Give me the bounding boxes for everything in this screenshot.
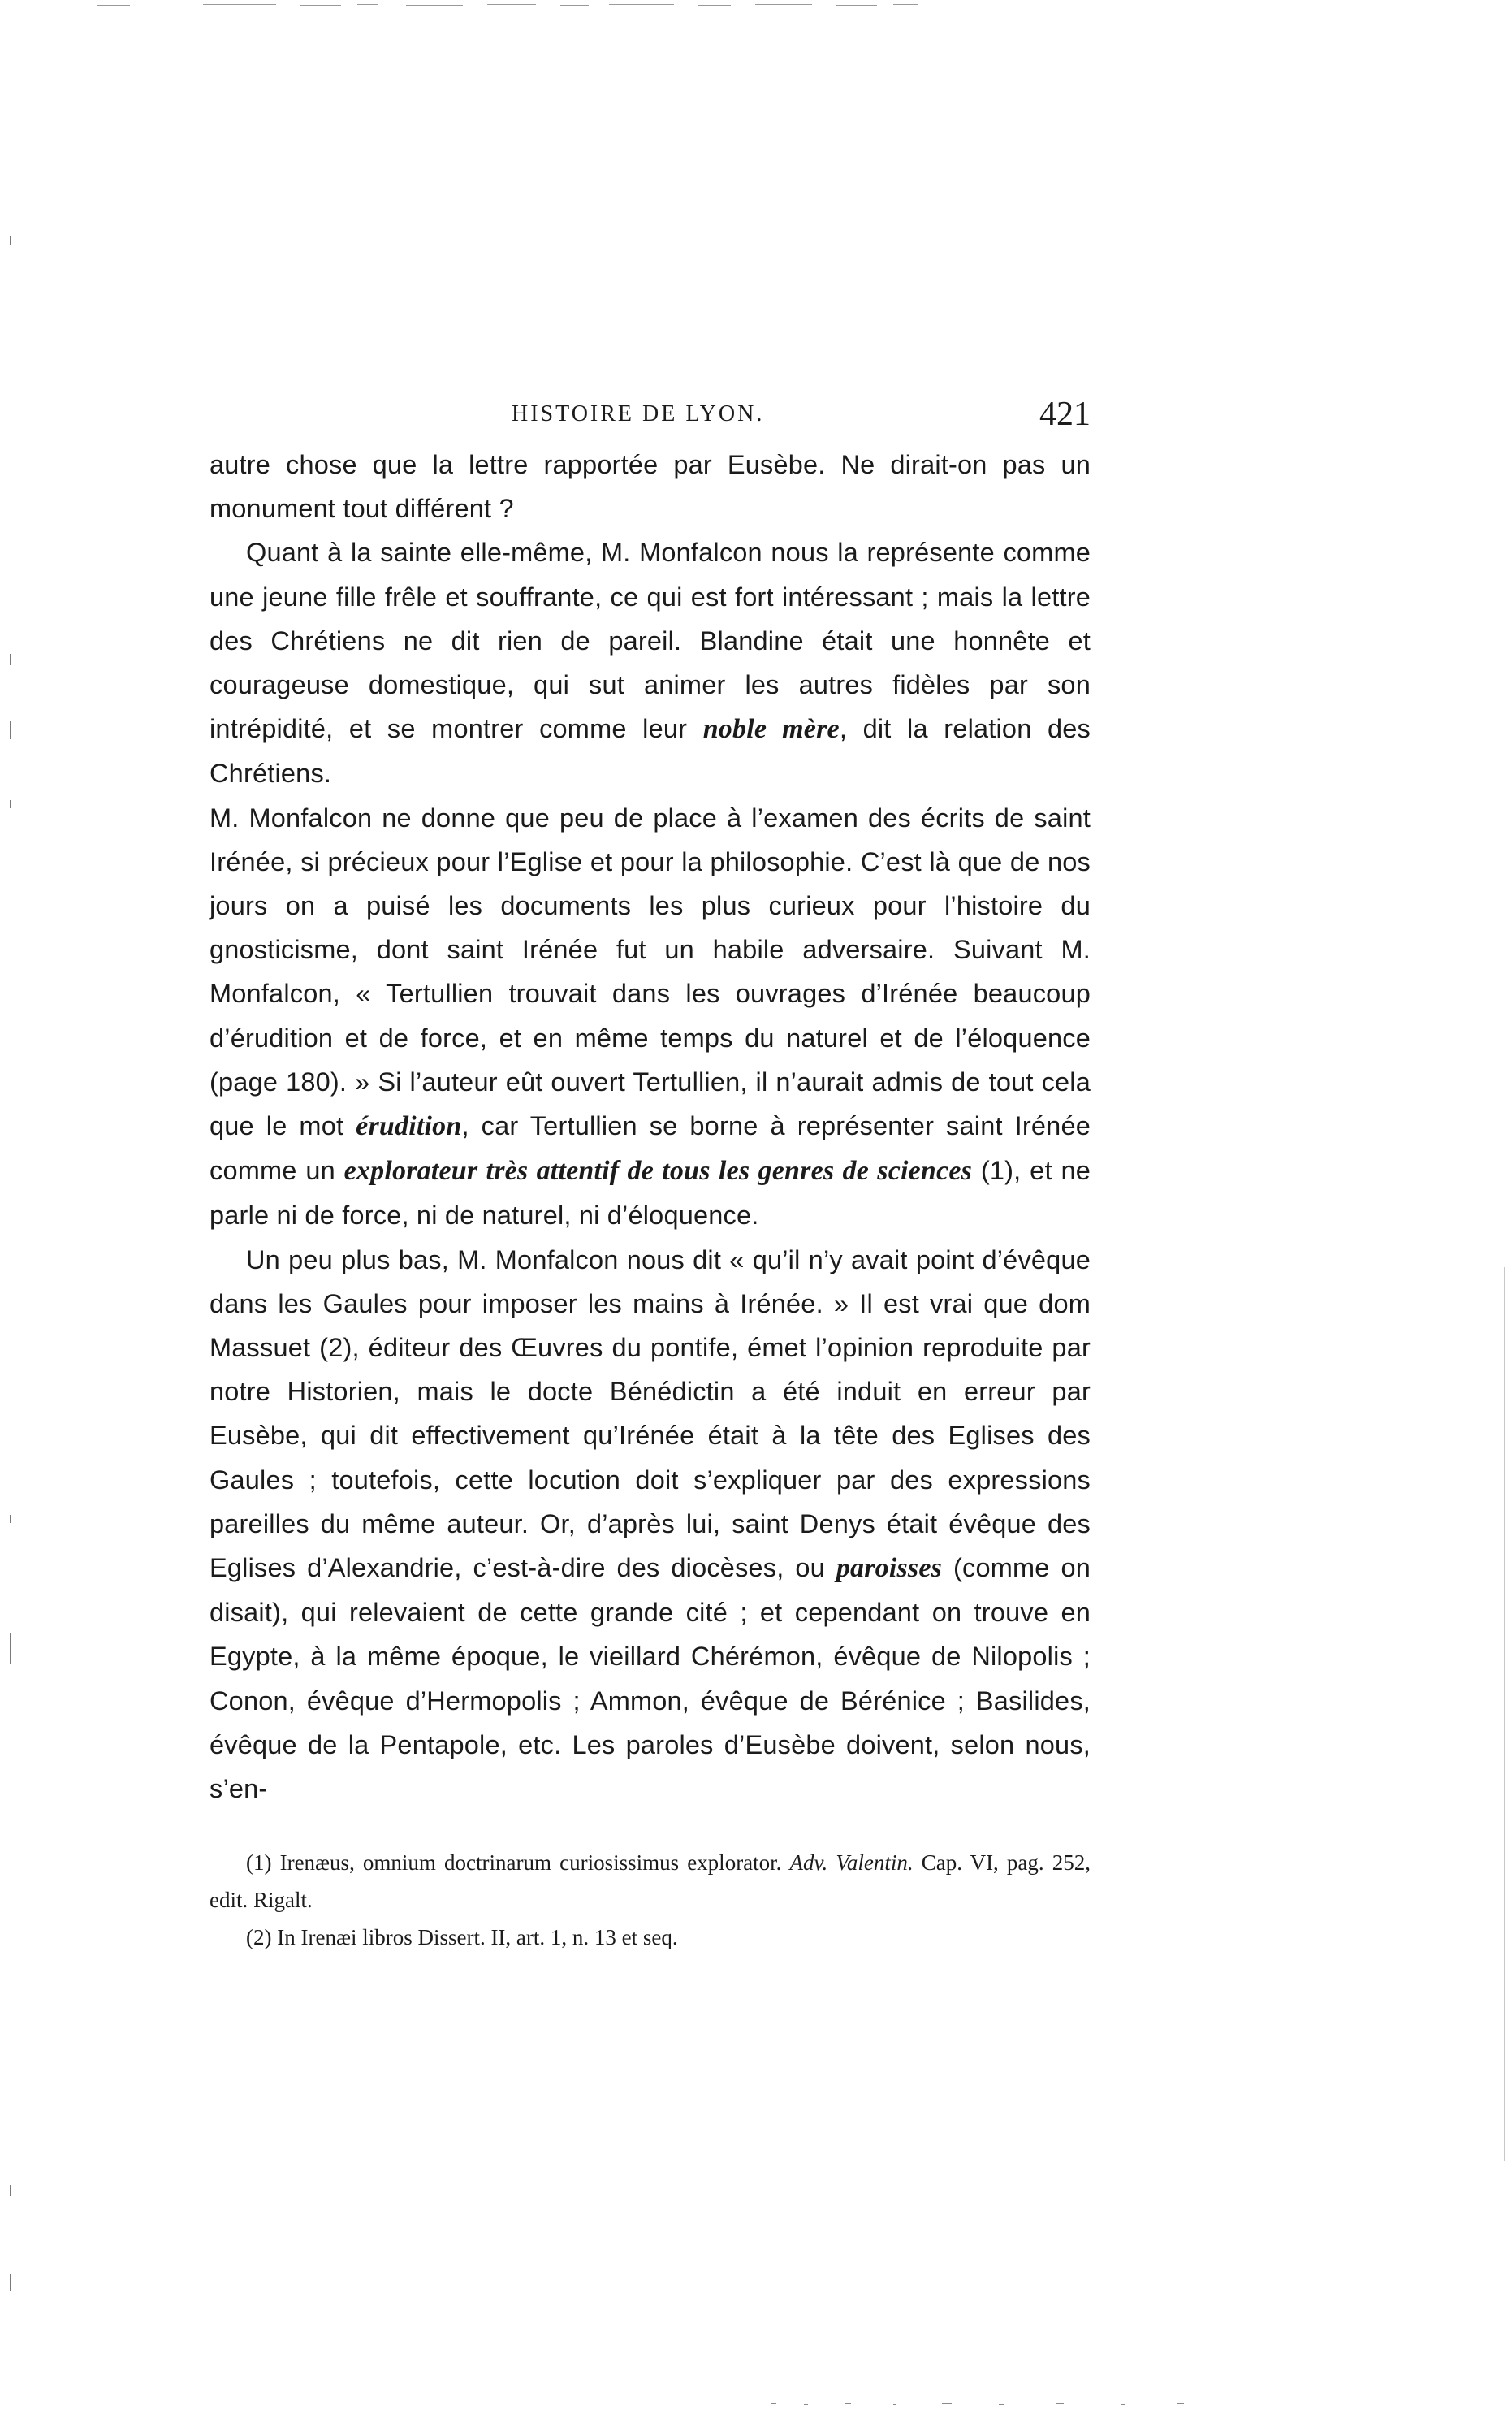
text-segment: autre chose que la lettre rapportée par Eusèbe. Ne dirait-on pas un monument tout différent ? (210, 450, 1091, 524)
scan-artifact-dots (771, 2400, 1226, 2407)
footnote (210, 1919, 1091, 1956)
margin-mark (10, 1633, 11, 1664)
text-segment: , car Tertullien se borne à représenter saint Irénée comme un (210, 1111, 1091, 1186)
scan-artifact-dots (81, 0, 974, 11)
footnote-text: Cap. VI, pag. 252, edit. Rigalt. (210, 1850, 1091, 1912)
page-number: 421 (1039, 396, 1091, 433)
emphasis-text: érudition (356, 1111, 462, 1142)
emphasis-text: paroisses (836, 1553, 943, 1584)
paragraph (210, 530, 1091, 795)
text-segment: (comme on disait), qui relevaient de cette grande cité ; et cependant on trouve en Egypte, à la même époque, le vieillard Chérémon, évêque de Nilopolis ; Conon, évêque d’Hermopolis ; Ammon, évêque de Bérénice ; Basilides, évêque de la Pentapole, etc. Les paroles d’Eusèbe doivent, selon nous, s’en- (210, 1553, 1091, 1804)
paragraph (210, 1238, 1091, 1811)
emphasis-text: explorateur très attentif de tous les genres de sciences (343, 1156, 973, 1187)
text-segment: Quant à la sainte elle-même, M. Monfalcon nous la représente comme une jeune fille frêle et souffrante, ce qui est fort intéressant ; mais la lettre des Chrétiens ne dit rien de pareil. Blandine était une honnête et courageuse domestique, qui sut animer les autres fidèles par son intrépidité, et se montrer comme leur (210, 538, 1091, 744)
text-segment: (1), et ne parle ni de force, ni de naturel, ni d’éloquence. (210, 1156, 1091, 1231)
margin-mark (10, 2274, 11, 2291)
margin-mark (10, 236, 11, 245)
footnote-text: (1) Irenæus, omnium doctrinarum curiosissimus explorator. (246, 1850, 790, 1875)
running-header (210, 395, 1091, 437)
emphasis-text: noble mère (702, 714, 840, 745)
margin-mark (10, 1515, 11, 1523)
margin-mark (10, 2185, 11, 2196)
footnote-text: (2) In Irenæi libros Dissert. II, art. 1, n. 13 et seq. (246, 1925, 678, 1949)
text-segment: Un peu plus bas, M. Monfalcon nous dit « qu’il n’y avait point d’évêque dans les Gaules pour imposer les mains à Irénée. » Il est vrai que dom Massuet (2), éditeur des Œuvres du pontife, émet l’opinion reproduite par notre Historien, mais le docte Bénédictin a été induit en erreur par Eusèbe, qui dit effectivement qu’Irénée était à la tête des Eglises des Gaules ; toutefois, cette locution doit s’expliquer par des expressions pareilles du même auteur. Or, d’après lui, saint Denys était évêque des Eglises d’Alexandrie, c’est-à-dire des diocèses, ou (210, 1244, 1091, 1583)
footnotes (210, 1844, 1091, 1956)
margin-mark (10, 721, 11, 739)
margin-mark (10, 800, 11, 808)
text-segment: M. Monfalcon ne donne que peu de place à l’examen des écrits de saint Irénée, si précieux pour l’Eglise et pour la philosophie. C’est là que de nos jours on a puisé les documents les plus curieux pour l’histoire du gnosticisme, dont saint Irénée fut un habile adversaire. Suivant M. Monfalcon, « Tertullien trouvait dans les ouvrages d’Irénée beaucoup d’érudition et de force, et en même temps du naturel et de l’éloquence (page 180). » Si l’auteur eût ouvert Tertullien, il n’aurait admis de tout cela que le mot (210, 803, 1091, 1141)
text-segment: , dit la relation des Chrétiens. (210, 714, 1091, 789)
body-text (210, 443, 1091, 1811)
paragraph (210, 443, 1091, 530)
footnote (210, 1844, 1091, 1919)
margin-mark (10, 654, 11, 665)
margin-mark (1504, 1267, 1505, 2161)
running-title: HISTOIRE DE LYON. (512, 401, 765, 426)
paragraph (210, 796, 1091, 1238)
footnote-emphasis: Adv. Valentin. (789, 1850, 914, 1875)
